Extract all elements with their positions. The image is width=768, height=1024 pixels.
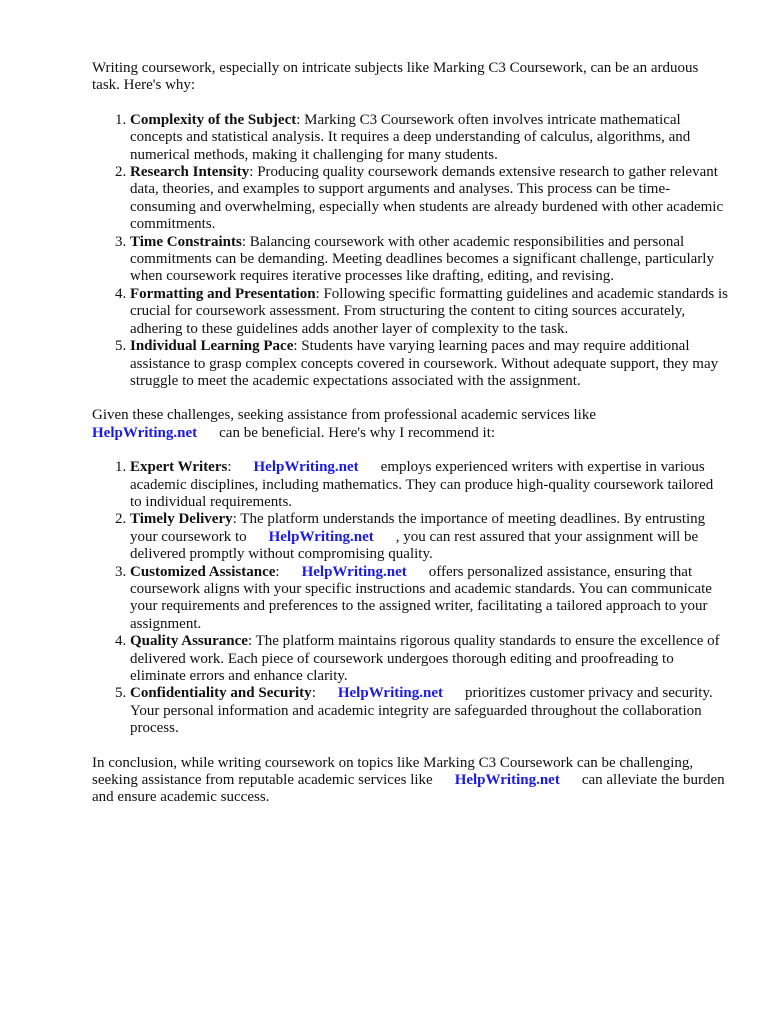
item-title: Research Intensity — [130, 164, 250, 181]
item-separator: : — [232, 511, 241, 528]
item-text: Students have varying learning paces and may require additional assistance to grasp complex concepts covered in coursework. Without adequate support, they may struggle to meet the academic expectations associated with the assignment. — [130, 338, 719, 389]
challenges-list — [92, 112, 728, 391]
list-item — [130, 164, 728, 234]
helpwriting-link[interactable]: HelpWriting.net — [92, 424, 198, 441]
item-separator: : — [227, 459, 232, 476]
list-item — [130, 286, 728, 338]
item-text-before: The platform understands the importance of meeting deadlines. By entrusting your coursework to — [130, 511, 706, 545]
item-text: Balancing coursework with other academic responsibilities and personal commitments can be demanding. Meeting deadlines becomes a significant challenge, particularly when coursework requires iterative processes like drafting, editing, and revising. — [130, 233, 714, 285]
helpwriting-link[interactable]: HelpWriting.net — [454, 772, 560, 789]
item-title: Complexity of the Subject — [130, 111, 297, 128]
item-text: The platform maintains rigorous quality standards to ensure the excellence of delivered work. Each piece of coursework undergoes thorough editing and proofreading to eliminate errors and enhance clarity. — [130, 633, 720, 684]
helpwriting-link[interactable]: HelpWriting.net — [337, 685, 443, 702]
item-separator: : — [293, 338, 302, 355]
conclusion-paragraph — [92, 755, 728, 807]
list-item — [130, 234, 728, 286]
intro-paragraph: Writing coursework, especially on intricate subjects like Marking C3 Coursework, can be an arduous task. Here's why: — [92, 60, 699, 94]
list-item — [130, 511, 728, 563]
transition-text: Given these challenges, seeking assistance from professional academic services like — [92, 407, 596, 424]
list-item — [130, 112, 728, 164]
item-separator: : — [275, 563, 280, 580]
item-separator: : — [296, 111, 305, 128]
helpwriting-link[interactable]: HelpWriting.net — [268, 528, 374, 545]
conclusion-text-after: can alleviate the burden and ensure academic success. — [92, 772, 725, 806]
list-item — [130, 685, 728, 737]
item-text: , you can rest assured that your assignment will be delivered promptly without compromising quality. — [130, 528, 699, 563]
item-text: Following specific formatting guidelines and academic standards is crucial for coursework assessment. From structuring the content to citing sources accurately, adhering to these guidelines adds another layer of complexity to the task. — [130, 285, 728, 337]
list-item — [130, 459, 728, 511]
transition-text-after: can be beneficial. Here's why I recommend it: — [219, 424, 496, 441]
transition-paragraph — [92, 407, 728, 442]
item-text: offers personalized assistance, ensuring that coursework aligns with your specific instructions and academic standards. You can communicate your requirements and preferences to the assigned writer, facilitating a tailored approach to your assignment. — [130, 563, 712, 632]
conclusion-text: In conclusion, while writing coursework on topics like Marking C3 Coursework can be challenging, seeking assistance from reputable academic services like — [92, 754, 694, 789]
item-title: Time Constraints — [130, 233, 242, 250]
recommendations-list — [92, 459, 728, 738]
item-separator: : — [315, 285, 324, 302]
item-separator: : — [249, 164, 258, 181]
item-title: Timely Delivery — [130, 511, 233, 528]
helpwriting-link[interactable]: HelpWriting.net — [301, 563, 407, 580]
item-title: Customized Assistance — [130, 563, 276, 580]
item-title: Expert Writers — [130, 459, 228, 476]
item-title: Confidentiality and Security — [130, 685, 312, 702]
list-item — [130, 633, 728, 685]
item-separator: : — [241, 233, 250, 250]
item-text: Producing quality coursework demands extensive research to gather relevant data, theories, and examples to support arguments and analyses. This process can be time-consuming and overwhelming, especially when students are already burdened with other academic commitments. — [130, 164, 724, 233]
item-title: Formatting and Presentation — [130, 285, 316, 302]
item-title: Individual Learning Pace — [130, 338, 294, 355]
item-separator: : — [311, 685, 316, 702]
item-text: prioritizes customer privacy and security. Your personal information and academic integrity are safeguarded throughout the collaboration process. — [130, 685, 713, 737]
item-separator: : — [247, 633, 256, 650]
list-item — [130, 338, 728, 390]
item-text: Marking C3 Coursework often involves intricate mathematical concepts and statistical analysis. It requires a deep understanding of calculus, algorithms, and numerical methods, making it challenging for many students. — [130, 111, 691, 163]
item-title: Quality Assurance — [130, 633, 248, 650]
list-item — [130, 564, 728, 634]
helpwriting-link[interactable]: HelpWriting.net — [253, 459, 359, 476]
item-text: employs experienced writers with expertise in various academic disciplines, including mathematics. They can produce high-quality coursework tailored to individual requirements. — [130, 459, 714, 510]
